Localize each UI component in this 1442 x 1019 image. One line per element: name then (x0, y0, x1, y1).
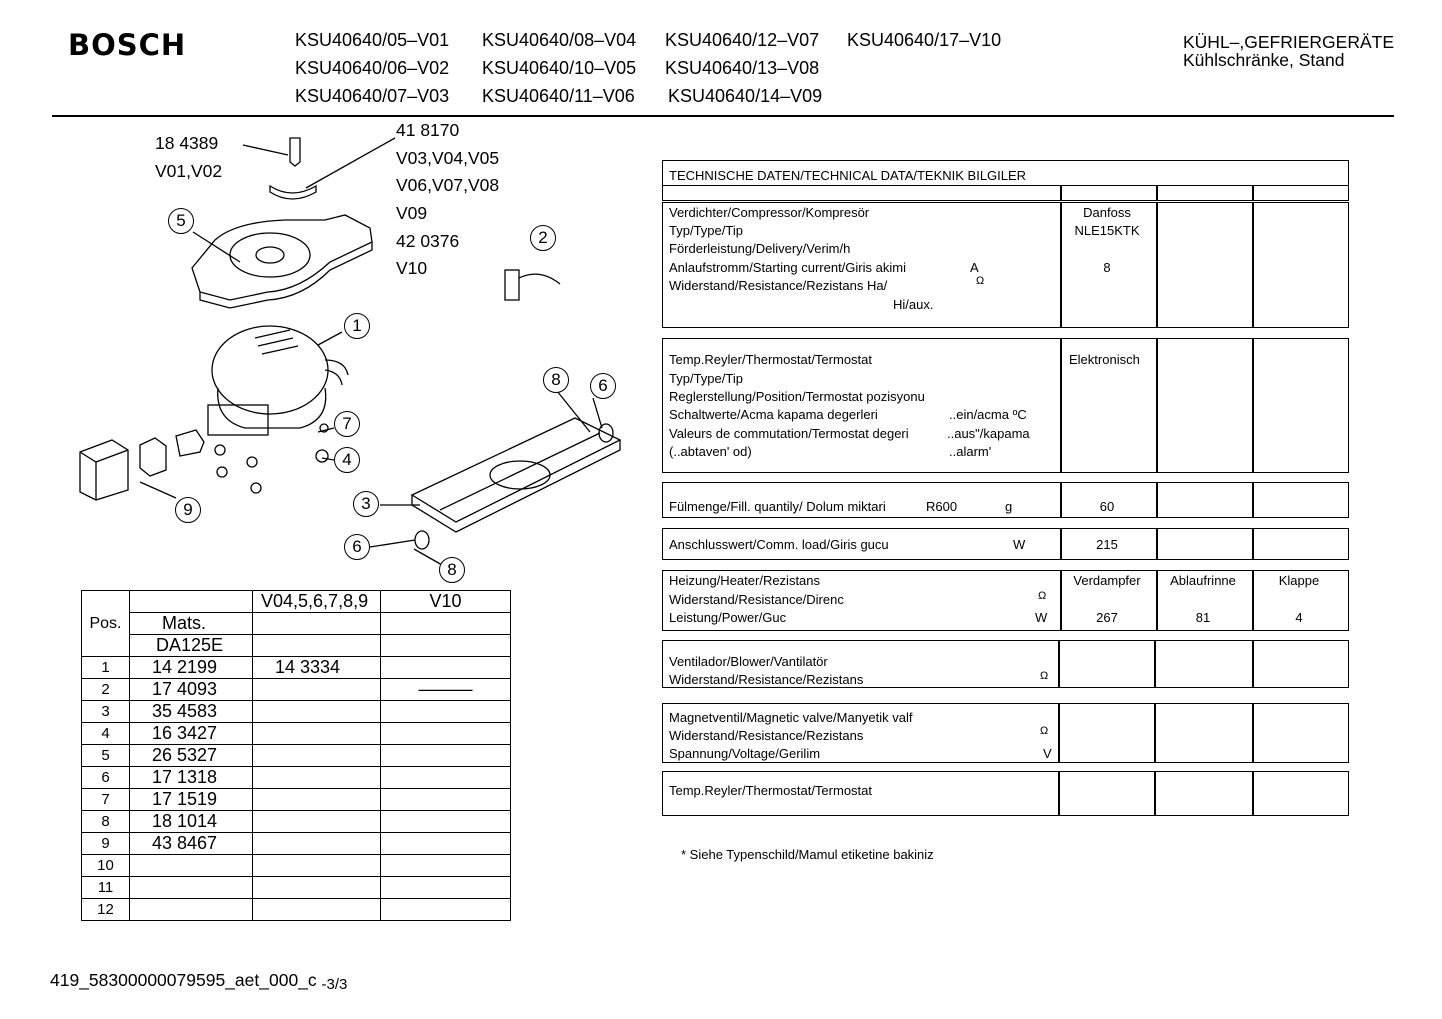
document-id: 419_58300000079595_aet_000_c -3/3 (50, 970, 348, 993)
column-header: V04,5,6,7,8,9 (253, 591, 381, 613)
callout-6: 6 (344, 534, 370, 560)
model-number: KSU40640/11–V06 (482, 86, 635, 106)
table-header-row (82, 613, 511, 635)
brand-logo: BOSCH (68, 28, 187, 62)
thermostat-extra-section: Temp.Reyler/Thermostat/Termostat (662, 771, 1349, 816)
pos-header: Pos. (82, 591, 130, 657)
category-title: KÜHL–,GEFRIERGERÄTE (1183, 32, 1395, 52)
tech-data-header-strip (662, 185, 1349, 201)
tech-data-title-box (662, 160, 1349, 186)
callout-8: 8 (439, 557, 465, 583)
compressor-brand: Danfoss (1083, 205, 1131, 220)
connected-load-value: 215 (1096, 537, 1118, 552)
table-header-row (82, 591, 511, 613)
callout-9: 9 (175, 497, 201, 523)
model-number: KSU40640/12–V07 (665, 30, 820, 50)
thermostat-section: Temp.Reyler/Thermostat/Termostat Typ/Type/Tip Reglerstellung/Position/Termostat pozisyonu Schaltwerte/Acma kapama degerleri Valeurs de commutation/Termostat degeri (..abtaven' od) ..ein/acma ºC ..aus"/kapama ..alarm' Elektronisch (662, 338, 1349, 473)
compressor-section: Verdichter/Compressor/Kompresör Typ/Type/Tip Förderleistung/Delivery/Verim/h Anlaufstromm/Starting current/Giris akimi A Widerstand/Resistance/Rezistans Ha/ Ω Hi/aux. Danfoss NLE15KTK 8 (662, 202, 1349, 328)
category-subtitle: Kühlschränke, Stand (1183, 50, 1345, 70)
column-header: V10 (381, 591, 511, 613)
callout-4: 4 (334, 447, 360, 473)
table-row: 11 (82, 877, 511, 899)
callout-7: 7 (334, 411, 360, 437)
model-number: KSU40640/05–V01 (295, 30, 450, 50)
part-label: 42 0376 (396, 231, 460, 251)
parts-table (81, 590, 511, 921)
table-row: 7 17 1519 (82, 789, 511, 811)
callout-3: 3 (353, 491, 379, 517)
table-row: 9 43 8467 (82, 833, 511, 855)
variant-label: V01,V02 (155, 161, 223, 181)
variant-label: V03,V04,V05 (396, 148, 500, 168)
compressor-type: NLE15KTK (1074, 223, 1140, 238)
exploded-parts-diagram (0, 0, 660, 590)
table-row: 8 18 1014 (82, 811, 511, 833)
fan-section: Ventilador/Blower/Vantilatör Widerstand/Resistance/Rezistans Ω (662, 640, 1349, 688)
connected-load-section: Anschlusswert/Comm. load/Giris gucu W 215 (662, 528, 1349, 560)
callout-8: 8 (543, 367, 569, 393)
variant-label: V09 (396, 203, 428, 223)
column-header (130, 591, 253, 613)
table-row: 2 17 4093 ——— (82, 679, 511, 701)
callout-6: 6 (590, 373, 616, 399)
callout-2: 2 (530, 225, 556, 251)
heater-section: Heizung/Heater/Rezistans Widerstand/Resistance/Direnc Leistung/Power/Guc Ω W Verdampfer Ablaufrinne Klappe 267 81 4 (662, 570, 1349, 631)
table-row: 3 35 4583 (82, 701, 511, 723)
page-number: -3/3 (321, 976, 348, 993)
fill-quantity-value: 60 (1099, 499, 1115, 514)
magnetic-valve-section: Magnetventil/Magnetic valve/Manyetik valf Widerstand/Resistance/Rezistans Spannung/Voltage/Gerilim Ω V (662, 703, 1349, 763)
variant-label: V10 (396, 258, 428, 278)
mats-label: Mats. (130, 613, 253, 635)
table-row: 12 (82, 899, 511, 921)
model-number: KSU40640/14–V09 (668, 86, 823, 106)
tech-data-title: TECHNISCHE DATEN/TECHNICAL DATA/TEKNIK BILGILER (669, 168, 1027, 183)
callout-1: 1 (344, 313, 370, 339)
fill-quantity-section: Fülmenge/Fill. quantily/ Dolum miktari R600 g 60 (662, 482, 1349, 518)
table-row: 4 16 3427 (82, 723, 511, 745)
callout-5: 5 (168, 208, 194, 234)
table-row: 5 26 5327 (82, 745, 511, 767)
table-row: 6 17 1318 (82, 767, 511, 789)
model-number: KSU40640/06–V02 (295, 58, 450, 78)
table-header-row (82, 635, 511, 657)
table-row: 10 (82, 855, 511, 877)
part-label: 41 8170 (396, 120, 460, 140)
type-plate-note: * Siehe Typenschild/Mamul etiketine bakiniz (681, 847, 934, 862)
thermostat-type: Elektronisch (1069, 352, 1140, 367)
variant-label: V06,V07,V08 (396, 175, 500, 195)
model-number: KSU40640/13–V08 (665, 58, 820, 78)
model-label: DA125E (130, 635, 253, 657)
model-number: KSU40640/07–V03 (295, 86, 450, 106)
model-number: KSU40640/08–V04 (482, 30, 637, 50)
table-row: 1 14 2199 14 3334 (82, 657, 511, 679)
model-number: KSU40640/10–V05 (482, 58, 637, 78)
part-label: 18 4389 (155, 133, 219, 153)
model-number: KSU40640/17–V10 (847, 30, 1002, 50)
starting-current: 8 (1103, 260, 1111, 275)
